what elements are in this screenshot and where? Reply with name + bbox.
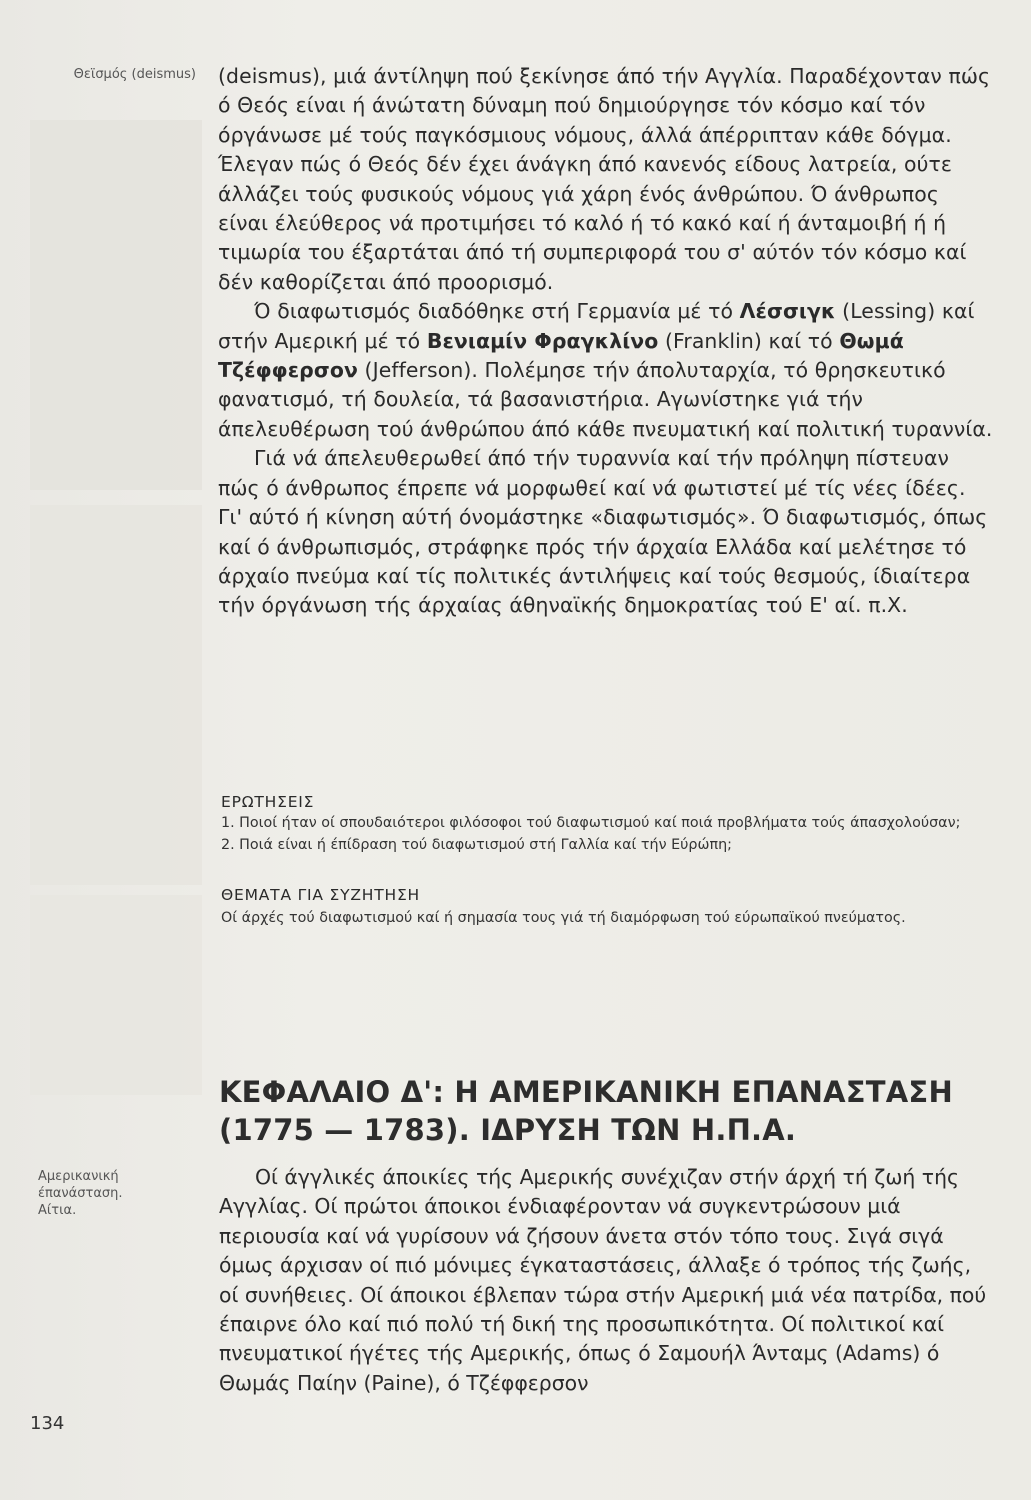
margin-note-line: Αμερικανική [38, 1169, 119, 1184]
question-item: 1. Ποιοί ήταν οί σπουδαιότεροι φιλόσοφοι τού διαφωτισμού καί ποιά προβλήματα τούς άπασχολούσαν; [221, 815, 961, 831]
chapter-title-line: ΚΕΦΑΛΑΙΟ Δ': Η ΑΜΕΡΙΚΑΝΙΚΗ ΕΠΑΝΑΣΤΑΣΗ [219, 1075, 953, 1109]
margin-note-line: Αίτια. [38, 1203, 77, 1218]
questions-section [221, 793, 991, 855]
text-run: Ό διαφωτισμός διαδόθηκε στή Γερμανία μέ τό [254, 299, 740, 324]
paragraph-enlightenment-spread [218, 297, 993, 444]
topics-text: Οί άρχές τού διαφωτισμού καί ή σημασία τους γιά τή διαμόρφωση τού εύρωπαϊκού πνεύματος. [221, 910, 906, 926]
questions-heading: ΕΡΩΤΗΣΕΙΣ [221, 793, 315, 811]
main-text-column [218, 62, 993, 621]
chapter-section [219, 1073, 1009, 1398]
name-lessing: Λέσσιγκ [739, 299, 836, 324]
faded-margin-image [30, 505, 202, 885]
name-jefferson: Θωμά Τζέφφερσον [218, 328, 904, 383]
chapter-title [219, 1073, 1009, 1149]
margin-note-line: έπανάσταση. [38, 1186, 123, 1201]
faded-margin-image [30, 895, 202, 1095]
chapter-paragraph: Οί άγγλικές άποικίες τής Αμερικής συνέχιζαν στήν άρχή τή ζωή τής Αγγλίας. Οί πρώτοι άποικοι ένδιαφέρονταν νά συγκεντρώσουν μιά περιουσία καί νά γυρίσουν νά ζήσουν άνετα στόν τόπο τους. Σιγά σιγά όμως άρχισαν οί πιό μόνιμες έγκαταστάσεις, άλλαξε ό τρόπος τής ζωής, οί συνήθειες. Οί άποικοι έβλεπαν τώρα στήν Αμερική μιά νέα πατρίδα, πού έπαιρνε όλο καί πιό πολύ τή δική της προσωπικότητα. Οί πολιτικοί καί πνευματικοί ήγέτες τής Αμερικής, όπως ό Σαμουήλ Άνταμς (Adams) ό Θωμάς Παίην (Paine), ό Τζέφφερσον [219, 1165, 987, 1395]
margin-note-deism: Θεϊσμός (deismus) [73, 67, 196, 82]
discussion-topics-section [221, 886, 991, 928]
chapter-title-line: (1775 — 1783). ΙΔΡΥΣΗ ΤΩΝ Η.Π.Α. [219, 1113, 797, 1147]
topics-heading: ΘΕΜΑΤΑ ΓΙΑ ΣΥΖΗΤΗΣΗ [221, 886, 421, 904]
faded-margin-image [30, 120, 202, 490]
page-number: 134 [30, 1413, 65, 1434]
name-franklin: Βενιαμίν Φραγκλίνο [426, 328, 659, 353]
margin-note-american-revolution [38, 1168, 148, 1219]
question-item: 2. Ποιά είναι ή έπίδραση τού διαφωτισμού στή Γαλλία καί τήν Εύρώπη; [221, 837, 732, 853]
text-run: (Lessing) καί στήν Αμερική μέ τό [218, 299, 975, 353]
paragraph-enlightenment-name: Γιά νά άπελευθερωθεί άπό τήν τυραννία καί τήν πρόληψη πίστευαν πώς ό άνθρωπος έπρεπε νά μορφωθεί καί νά φωτιστεί μέ τίς νέες ίδέες. Γι' αύτό ή κίνηση αύτή όνομάστηκε «διαφωτισμός». Ό διαφωτισμός, όπως καί ό άνθρωπισμός, στράφηκε πρός τήν άρχαία Ελλάδα καί μελέτησε τό άρχαίο πνεύμα καί τίς πολιτικές άντιλήψεις καί τούς θεσμούς, ίδιαίτερα τήν όργάνωση τής άρχαίας άθηναϊκής δημοκρατίας τού Ε' αί. π.Χ. [218, 446, 988, 618]
text-run: (Franklin) καί τό [658, 328, 840, 353]
text-run: (Jefferson). Πολέμησε τήν άπολυταρχία, τό θρησκευτικό φανατισμό, τή δουλεία, τά βασανιστήρια. Αγωνίστηκε γιά τήν άπελευθέρωση τού άνθρώπου άπό κάθε πνευματική καί πολιτική τυραννία. [218, 358, 993, 441]
paragraph-deism: (deismus), μιά άντίληψη πού ξεκίνησε άπό τήν Αγγλία. Παραδέχονταν πώς ό Θεός είναι ή άνώτατη δύναμη πού δημιούργησε τόν κόσμο καί τόν όργάνωσε μέ τούς παγκόσμιους νόμους, άλλά άπέρριπταν κάθε δόγμα. Έλεγαν πώς ό Θεός δέν έχει άνάγκη άπό κανενός είδους λατρεία, ούτε άλλάζει τούς φυσικούς νόμους γιά χάρη ένός άνθρώπου. Ό άνθρωπος είναι έλεύθερος νά προτιμήσει τό καλό ή τό κακό καί ή άνταμοιβή ή ή τιμωρία του έξαρτάται άπό τή συμπεριφορά του σ' αύτόν τόν κόσμο καί δέν καθορίζεται άπό προορισμό. [218, 64, 991, 294]
